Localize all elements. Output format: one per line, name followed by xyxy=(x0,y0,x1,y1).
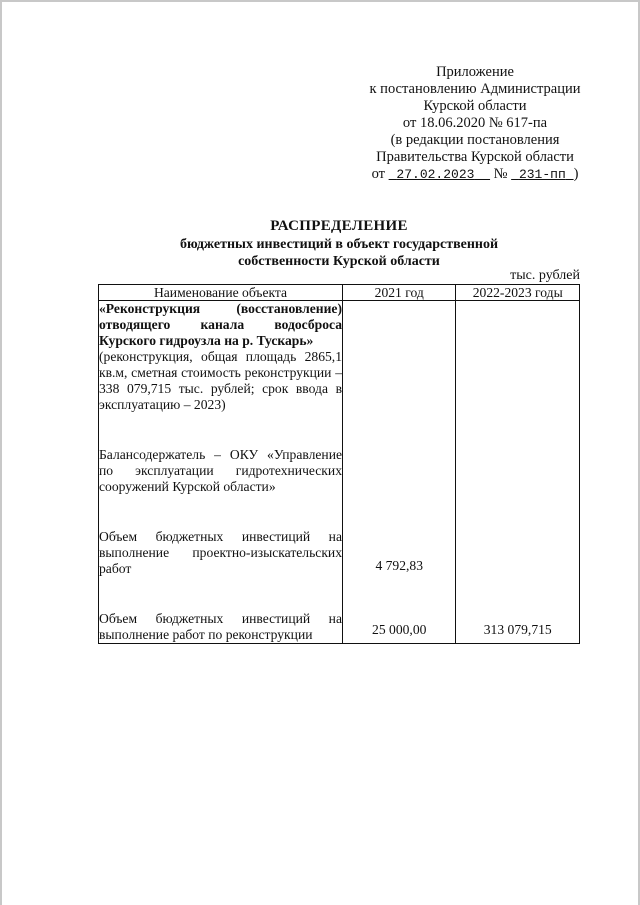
appendix-line: Правительства Курской области xyxy=(376,149,574,165)
table-header-row xyxy=(99,285,580,301)
header-2021: 2021 год xyxy=(343,285,456,301)
amendment-date-line xyxy=(355,166,595,183)
appendix-block xyxy=(355,64,595,183)
distribution-table xyxy=(98,284,580,644)
document-title xyxy=(98,217,580,270)
date-prefix: от xyxy=(371,166,385,182)
object-name: «Реконструкция (восстановление) отводящего канала водосброса Курского гидроузла на р. Тускарь» xyxy=(99,301,342,348)
title-main: РАСПРЕДЕЛЕНИЕ xyxy=(270,218,408,234)
scan-edge-top xyxy=(0,0,640,2)
appendix-line: к постановлению Администрации xyxy=(369,81,581,97)
scan-edge-left xyxy=(0,0,2,905)
investment-design-label: Объем бюджетных инвестиций на выполнение проектно-изыскательских работ xyxy=(99,529,342,576)
investment-works-2021: 25 000,00 xyxy=(372,622,427,637)
year-2021-cell xyxy=(343,301,456,644)
title-line: собственности Курской области xyxy=(238,254,440,269)
investment-design-2021: 4 792,83 xyxy=(375,558,424,573)
investment-works-label: Объем бюджетных инвестиций на выполнение работ по реконструкции xyxy=(99,611,342,642)
units-label: тыс. рублей xyxy=(510,268,580,283)
object-details: (реконструкция, общая площадь 2865,1 кв.м, сметная стоимость реконструкции – 338 079,715 тыс. рублей; срок ввода в эксплуатацию – 2023) xyxy=(99,349,342,412)
years-2022-2023-cell xyxy=(456,301,580,644)
table-row xyxy=(99,301,580,644)
balance-holder: Балансодержатель – ОКУ «Управление по эксплуатации гидротехнических сооружений Курской области» xyxy=(99,447,342,494)
object-description-cell xyxy=(99,301,343,644)
closing-paren: ) xyxy=(573,166,579,182)
investment-works-2022-2023: 313 079,715 xyxy=(483,622,552,637)
appendix-line: (в редакции постановления xyxy=(390,132,560,148)
amendment-date: 27.02.2023 xyxy=(396,167,475,182)
title-line: бюджетных инвестиций в объект государственной xyxy=(179,237,499,252)
number-prefix: № xyxy=(493,166,508,182)
appendix-line: Приложение xyxy=(436,64,514,80)
appendix-line: от 18.06.2020 № 617-па xyxy=(402,115,548,131)
header-2022-2023: 2022-2023 годы xyxy=(456,285,580,301)
appendix-line: Курской области xyxy=(423,98,527,114)
header-object-name: Наименование объекта xyxy=(99,285,343,301)
amendment-number: 231-пп xyxy=(518,167,566,182)
